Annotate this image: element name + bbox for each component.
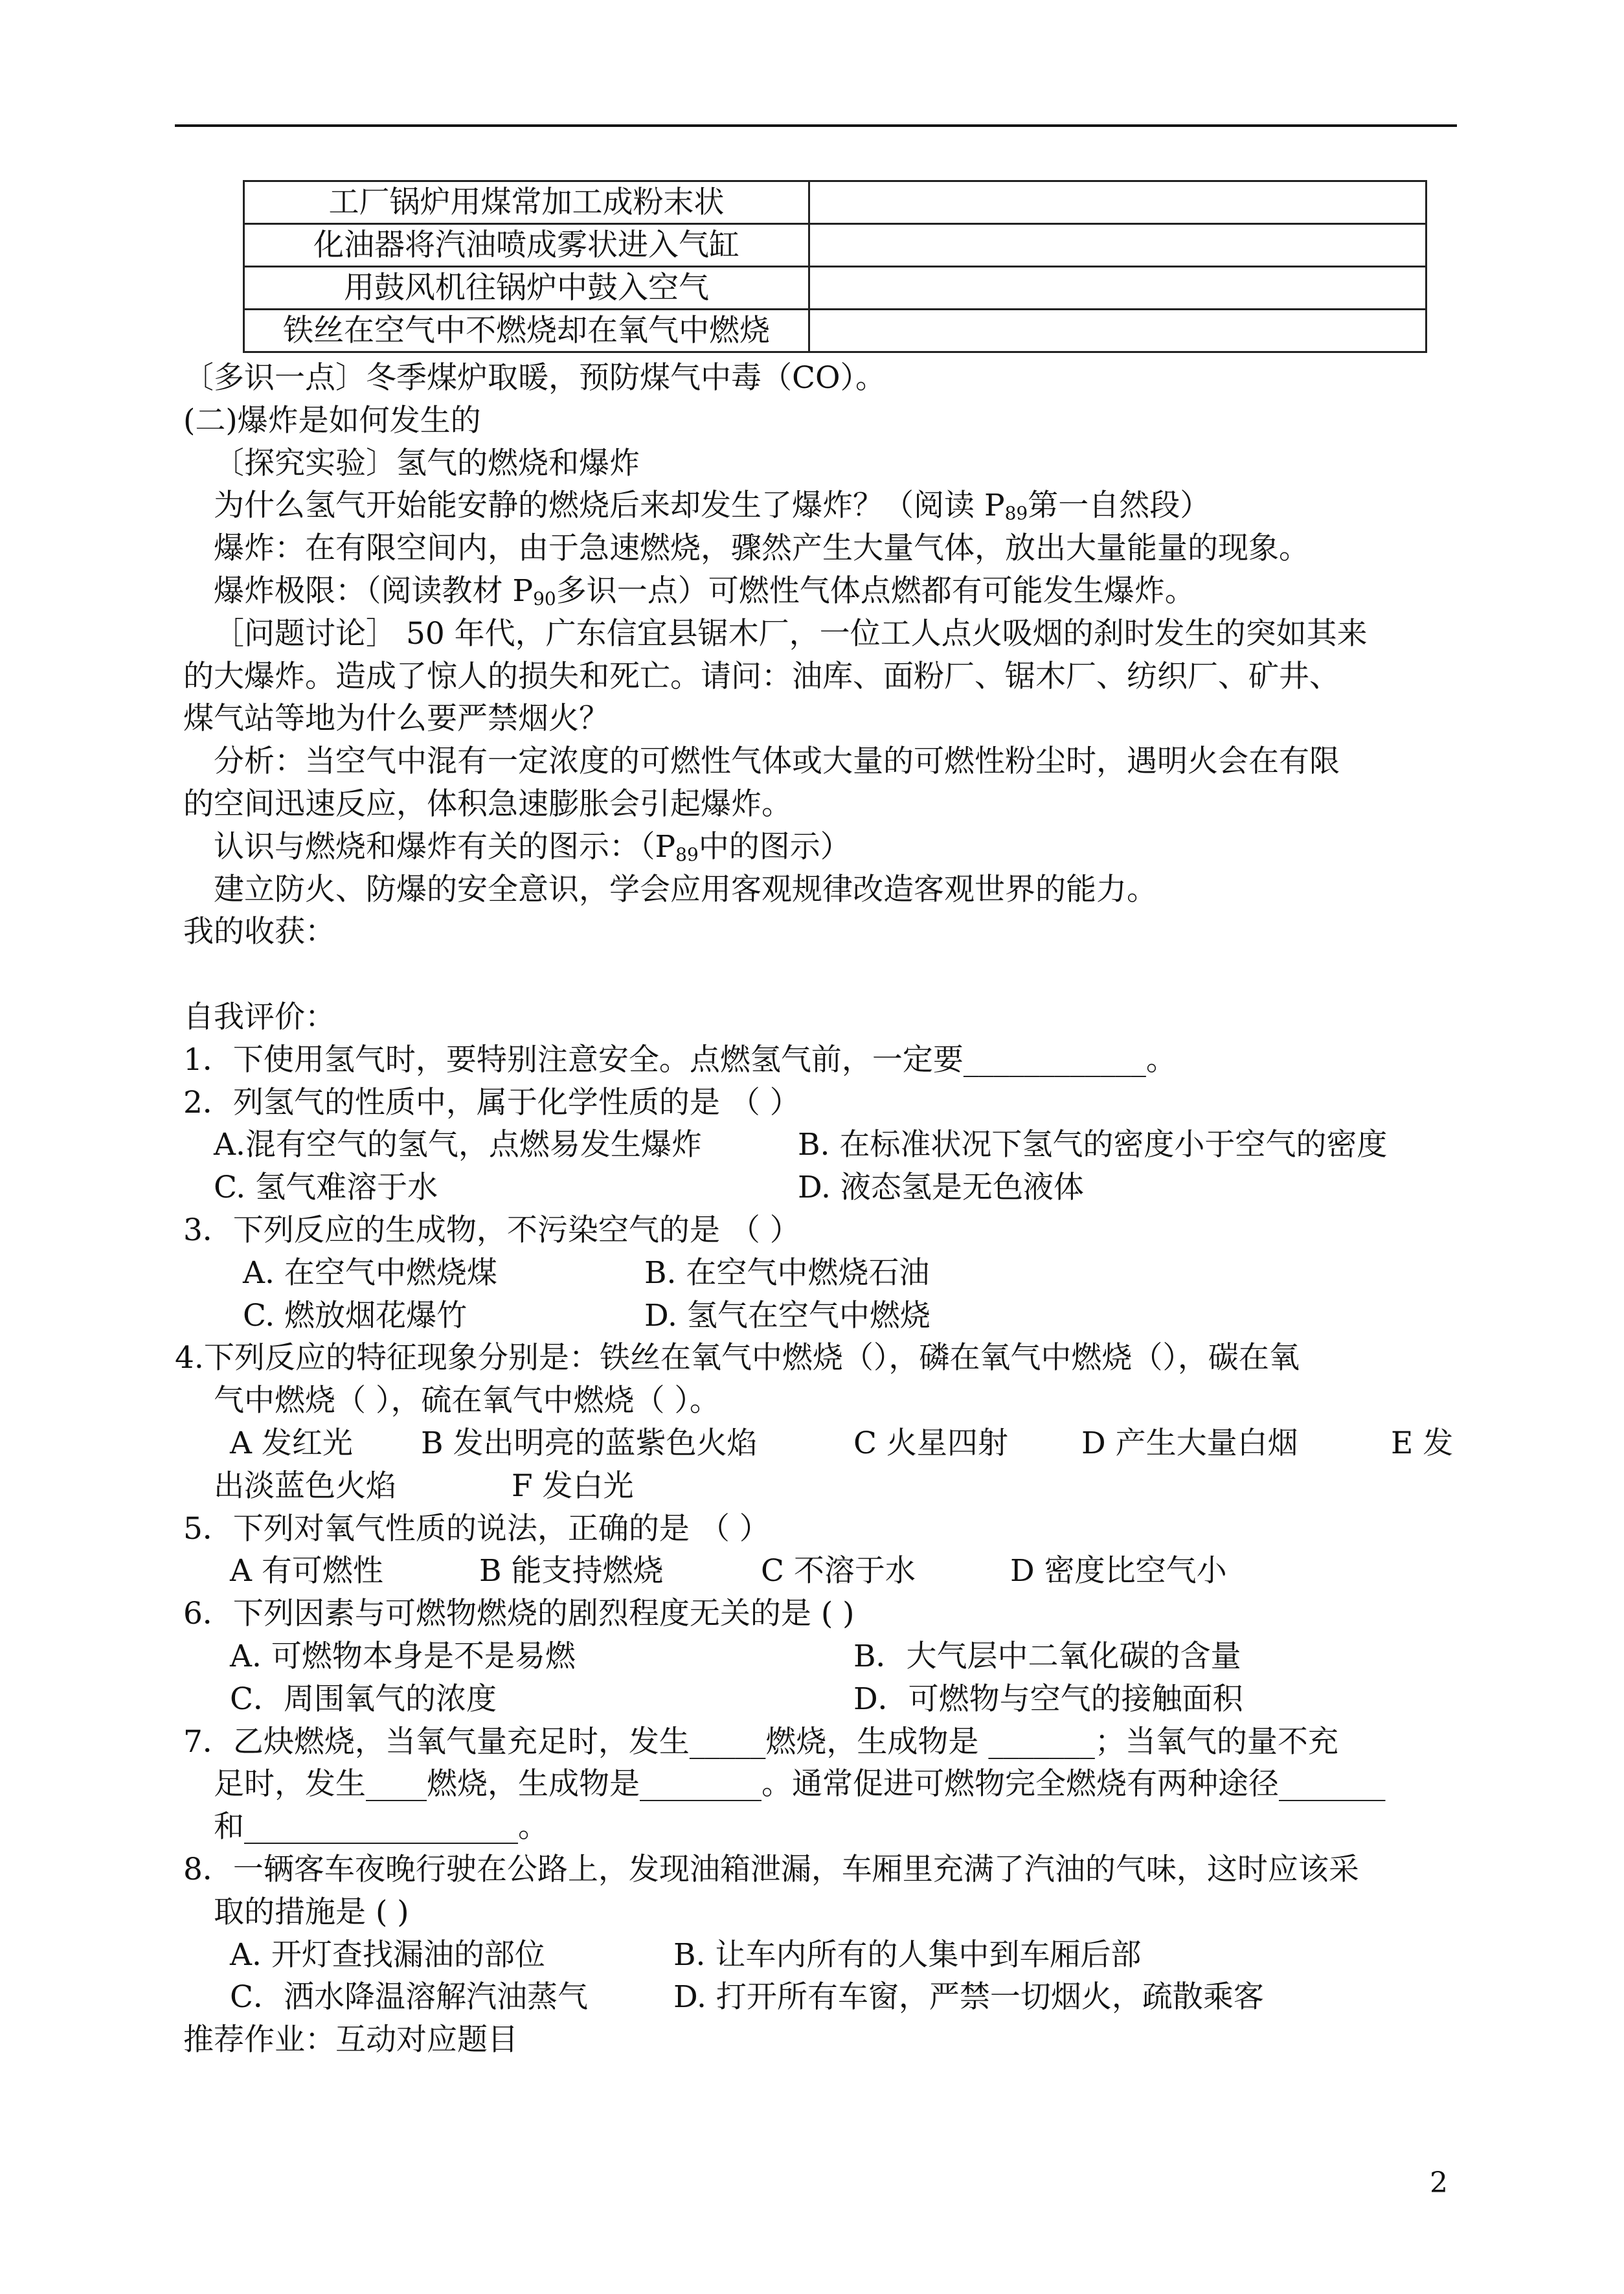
option: A 发红光 [230, 1425, 353, 1461]
table-cell-reason [809, 267, 1427, 310]
table-cell-example: 化油器将汽油喷成雾状进入气缸 [244, 224, 809, 267]
question-8-cont: 取的措施是 ( ) [214, 1894, 409, 1930]
option: A.混有空气的氢气，点燃易发生爆炸 [214, 1127, 702, 1163]
gains-heading: 我的收获： [183, 914, 335, 949]
page-ref-subscript: 89 [1004, 503, 1028, 524]
text-line [214, 485, 1210, 534]
text-line [214, 571, 1195, 620]
option: D. 氢气在空气中燃烧 [644, 1298, 930, 1334]
question-3: 3．下列反应的生成物，不污染空气的是 （ ） [183, 1212, 800, 1248]
question-8: 8．一辆客车夜晚行驶在公路上，发现油箱泄漏，车厢里充满了汽油的气味，这时应该采 [183, 1852, 1359, 1887]
table-cell-example: 用鼓风机往锅炉中鼓入空气 [244, 267, 809, 310]
option: C 火星四射 [853, 1425, 1008, 1461]
table-cell-reason [809, 310, 1427, 352]
option: C. 氢气难溶于水 [214, 1170, 438, 1205]
text-part: 第一自然段） [1028, 488, 1211, 523]
option: A. 在空气中燃烧煤 [243, 1255, 497, 1291]
table-row [244, 181, 1427, 224]
option: A. 开灯查找漏油的部位 [230, 1937, 545, 1973]
option: D. 打开所有车窗，严禁一切烟火，疏散乘客 [673, 1979, 1264, 2015]
option: D 密度比空气小 [1010, 1553, 1227, 1589]
text-part: 中的图示） [698, 829, 851, 865]
question-4-cont: 气中燃烧（ ），硫在氧气中燃烧（ ）。 [214, 1383, 720, 1418]
example-table [243, 180, 1427, 353]
section-heading: (二)爆炸是如何发生的 [183, 403, 481, 438]
text-part: 认识与燃烧和爆炸有关的图示：（P [214, 829, 676, 865]
experiment-heading: 〔探究实验〕氢气的燃烧和爆炸 [214, 446, 640, 481]
option: C．周围氧气的浓度 [230, 1681, 497, 1717]
option: A. 可燃物本身是不是易燃 [230, 1639, 576, 1674]
page-number: 2 [1430, 2166, 1448, 2199]
option: B 能支持燃烧 [479, 1553, 664, 1589]
discussion-line: 煤气站等地为什么要严禁烟火？ [183, 701, 609, 736]
option: 出淡蓝色火焰 [214, 1468, 396, 1504]
table-row [244, 224, 1427, 267]
table-cell-example: 工厂锅炉用煤常加工成粉末状 [244, 181, 809, 224]
definition-explosion: 爆炸：在有限空间内，由于急速燃烧，骤然产生大量气体，放出大量能量的现象。 [214, 530, 1309, 566]
text-part: 多识一点）可燃性气体点燃都有可能发生爆炸。 [556, 573, 1195, 609]
text-line [214, 826, 851, 876]
discussion-line: 的大爆炸。造成了惊人的损失和死亡。请问：油库、面粉厂、锯木厂、纺织厂、矿井、 [183, 659, 1340, 694]
page-ref-subscript: 89 [675, 844, 699, 865]
question-4: 4.下列反应的特征现象分别是：铁丝在氧气中燃烧（），磷在氧气中燃烧（），碳在氧 [175, 1340, 1300, 1376]
option: D. 液态氢是无色液体 [798, 1170, 1084, 1205]
table-cell-reason [809, 224, 1427, 267]
analysis-line: 的空间迅速反应，体积急速膨胀会引起爆炸。 [183, 786, 792, 822]
text-part: 爆炸极限：（阅读教材 P [214, 573, 534, 609]
option: B．大气层中二氧化碳的含量 [853, 1639, 1241, 1674]
header-rule [175, 124, 1457, 127]
option: B 发出明亮的蓝紫色火焰 [421, 1425, 758, 1461]
question-5: 5．下列对氧气性质的说法，正确的是 （ ） [183, 1511, 770, 1547]
table-cell-reason [809, 181, 1427, 224]
table-row [244, 310, 1427, 352]
option: C 不溶于水 [761, 1553, 916, 1589]
option: B. 让车内所有的人集中到车厢后部 [673, 1937, 1142, 1973]
page-ref-subscript: 90 [533, 588, 556, 609]
analysis-line: 分析：当空气中混有一定浓度的可燃性气体或大量的可燃性粉尘时，遇明火会在有限 [214, 744, 1340, 779]
option: D 产生大量白烟 [1081, 1425, 1298, 1461]
text-part: 为什么氢气开始能安静的燃烧后来却发生了爆炸？（阅读 P [214, 488, 1005, 523]
homework-note: 推荐作业：互动对应题目 [183, 2022, 518, 2058]
table-cell-example: 铁丝在空气中不燃烧却在氧气中燃烧 [244, 310, 809, 352]
option: C. 燃放烟花爆竹 [243, 1298, 468, 1334]
discussion-line: ［问题讨论］ 50 年代，广东信宜县锯木厂，一位工人点火吸烟的刹时发生的突如其来 [214, 616, 1368, 652]
self-evaluation-heading: 自我评价： [183, 999, 335, 1035]
option: F 发白光 [512, 1468, 634, 1504]
question-1: 1．下使用氢气时，要特别注意安全。点燃氢气前，一定要____________。 [183, 1042, 1177, 1078]
table-row [244, 267, 1427, 310]
option: A 有可燃性 [230, 1553, 383, 1589]
question-7: 7．乙炔燃烧，当氧气量充足时，发生_____燃烧，生成物是 _______；当氧气的量不充 [183, 1724, 1338, 1760]
text-line: 建立防火、防爆的安全意识，学会应用客观规律改造客观世界的能力。 [214, 872, 1157, 907]
option: E 发 [1391, 1425, 1454, 1461]
option: D．可燃物与空气的接触面积 [853, 1681, 1243, 1717]
option: C．洒水降温溶解汽油蒸气 [230, 1979, 588, 2015]
tip-note: 〔多识一点〕冬季煤炉取暖，预防煤气中毒（CO）。 [183, 360, 886, 396]
question-6: 6．下列因素与可燃物燃烧的剧烈程度无关的是 ( ) [183, 1596, 855, 1631]
question-7-cont: 和__________________。 [214, 1809, 548, 1845]
option: B. 在标准状况下氢气的密度小于空气的密度 [798, 1127, 1388, 1163]
question-7-cont: 足时，发生____燃烧，生成物是________。通常促进可燃物完全燃烧有两种途径_______ [214, 1766, 1386, 1802]
option: B. 在空气中燃烧石油 [644, 1255, 930, 1291]
question-2: 2．列氢气的性质中，属于化学性质的是 （ ） [183, 1085, 800, 1120]
